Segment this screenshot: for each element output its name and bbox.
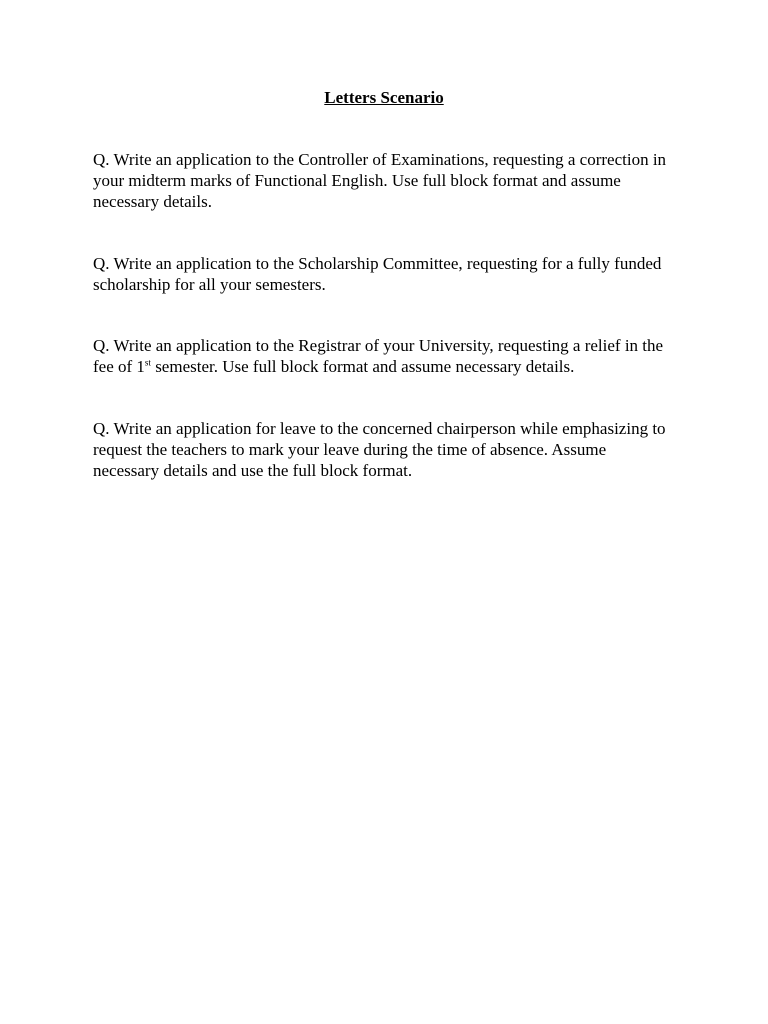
question-3-ordinal-superscript: st bbox=[144, 357, 151, 368]
question-4: Q. Write an application for leave to the concerned chairperson while emphasizing to request the teachers to mark your leave during the time of absence. Assume necessary details and use the full block format. bbox=[93, 419, 666, 480]
document-title: Letters Scenario bbox=[324, 88, 444, 107]
question-2: Q. Write an application to the Scholarship Committee, requesting for a fully funded scholarship for all your semesters. bbox=[93, 254, 662, 294]
question-3 bbox=[93, 335, 673, 377]
question-3-text-part2: semester. Use full block format and assume necessary details. bbox=[150, 357, 575, 376]
question-3-text-part1: Q. Write an application to the Registrar of your University, requesting a relief in the fee of 1 bbox=[93, 336, 664, 376]
question-1: Q. Write an application to the Controller of Examinations, requesting a correction in your midterm marks of Functional English. Use full block format and assume necessary details. bbox=[93, 150, 667, 211]
